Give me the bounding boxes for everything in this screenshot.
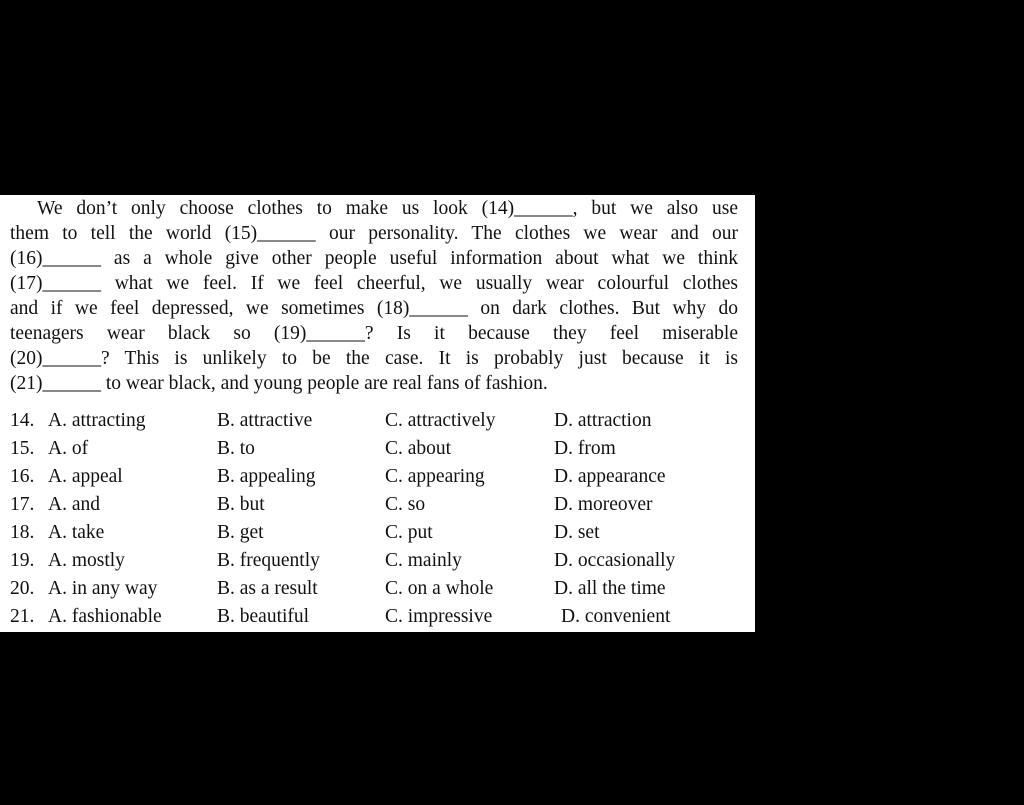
option-b: B. frequently — [217, 550, 320, 571]
option-a: A. attracting — [48, 410, 146, 431]
question-row — [0, 519, 755, 547]
question-number: 20. — [10, 578, 35, 599]
option-a: A. of — [48, 438, 89, 459]
question-number: 18. — [10, 522, 35, 543]
question-row — [0, 547, 755, 575]
option-b: B. to — [217, 438, 255, 459]
option-c: C. about — [385, 438, 452, 459]
question-number: 14. — [10, 410, 35, 431]
option-a: A. mostly — [48, 550, 125, 571]
option-c: C. impressive — [385, 606, 493, 627]
option-c: C. so — [385, 494, 426, 515]
question-number: 17. — [10, 494, 35, 515]
option-c: C. appearing — [385, 466, 485, 487]
option-c: C. attractively — [385, 410, 496, 431]
option-d: D. set — [554, 522, 600, 543]
question-row — [0, 603, 755, 631]
question-row — [0, 463, 755, 491]
question-row — [0, 435, 755, 463]
question-row — [0, 575, 755, 603]
option-d: D. occasionally — [554, 550, 676, 571]
option-a: A. in any way — [48, 578, 158, 599]
question-number: 16. — [10, 466, 35, 487]
passage-line: (21)______ to wear black, and young people are real fans of fashion. — [10, 373, 548, 394]
passage-line: them to tell the world (15)______ our personality. The clothes we wear and our — [10, 223, 738, 244]
passage-line: (20)______? This is unlikely to be the case. It is probably just because it is — [10, 348, 738, 369]
exam-page — [0, 195, 755, 632]
question-row — [0, 407, 755, 435]
option-c: C. mainly — [385, 550, 462, 571]
option-a: A. fashionable — [48, 606, 162, 627]
option-b: B. as a result — [217, 578, 318, 599]
passage-line: teenagers wear black so (19)______? Is it because they feel miserable — [10, 323, 738, 344]
option-a: A. appeal — [48, 466, 123, 487]
question-number: 21. — [10, 606, 35, 627]
passage-line: (16)______ as a whole give other people useful information about what we think — [10, 248, 738, 269]
option-d: D. from — [554, 438, 616, 459]
option-b: B. get — [217, 522, 264, 543]
passage-line: (17)______ what we feel. If we feel cheerful, we usually wear colourful clothes — [10, 273, 738, 294]
option-c: C. put — [385, 522, 433, 543]
option-b: B. but — [217, 494, 265, 515]
question-number: 15. — [10, 438, 35, 459]
option-c: C. on a whole — [385, 578, 494, 599]
option-d: D. moreover — [554, 494, 653, 515]
option-d: D. attraction — [554, 410, 652, 431]
question-number: 19. — [10, 550, 35, 571]
passage-line: and if we feel depressed, we sometimes (18)______ on dark clothes. But why do — [10, 298, 738, 319]
option-d: D. convenient — [561, 606, 671, 627]
option-b: B. appealing — [217, 466, 316, 487]
option-a: A. take — [48, 522, 105, 543]
passage-line: We don’t only choose clothes to make us look (14)______, but we also use — [37, 198, 738, 219]
option-a: A. and — [48, 494, 100, 515]
option-b: B. attractive — [217, 410, 313, 431]
option-b: B. beautiful — [217, 606, 310, 627]
option-d: D. all the time — [554, 578, 666, 599]
question-row — [0, 491, 755, 519]
option-d: D. appearance — [554, 466, 666, 487]
